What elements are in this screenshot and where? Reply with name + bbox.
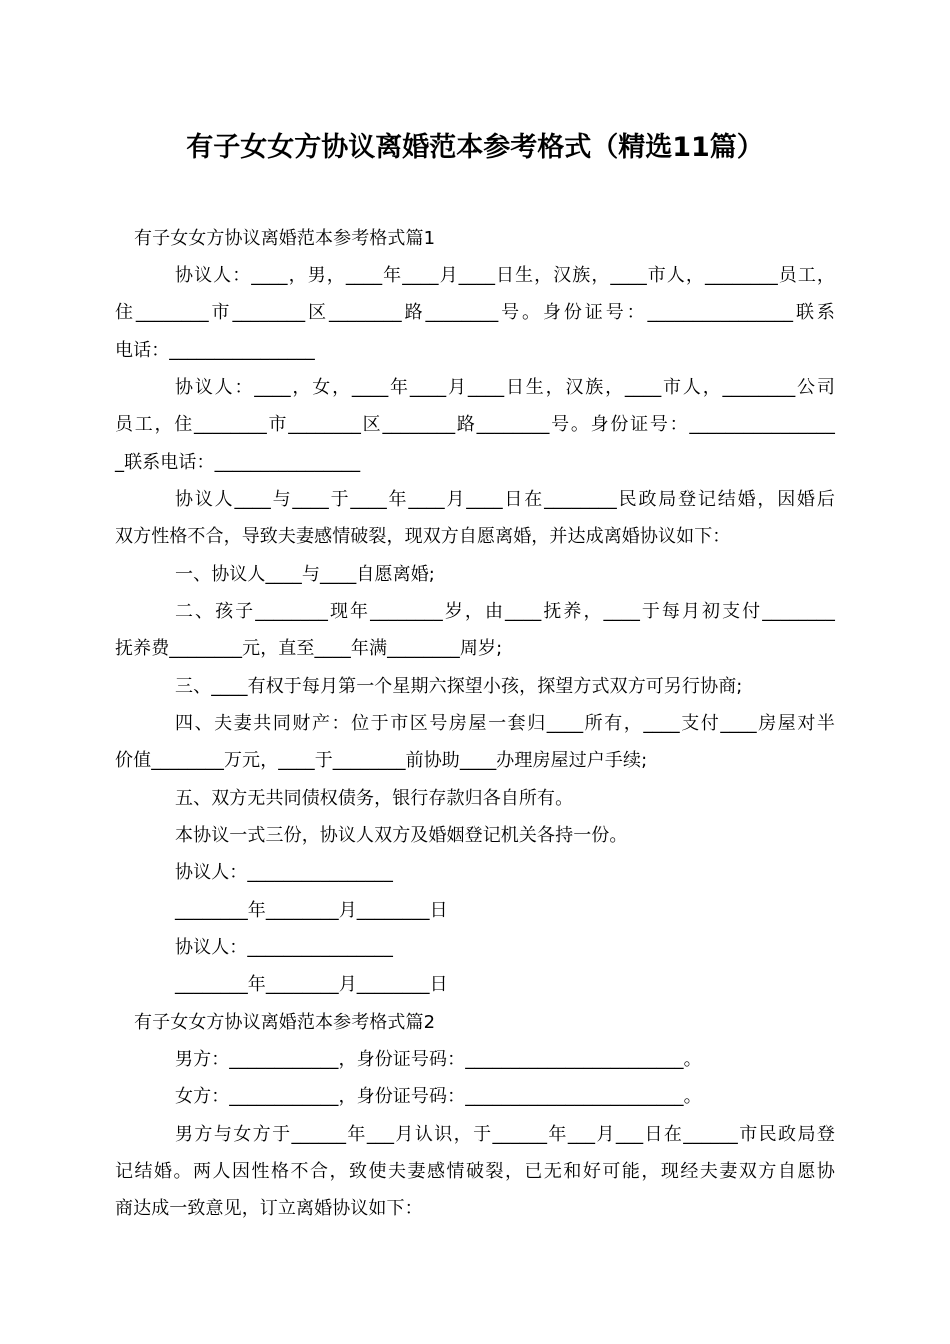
paragraph-line: 男方与女方于______年___月认识，于______年___月___日在______市民政局登 <box>175 1124 835 1145</box>
paragraph-line: 二、孩子________现年________岁，由____抚养，____于每月初支付________ <box>175 601 835 622</box>
paragraph-line: 本协议一式三份，协议人双方及婚姻登记机关各持一份。 <box>175 825 628 846</box>
signature-line: 协议人：________________ <box>175 937 393 958</box>
paragraph-line: 女方：____________，身份证号码：________________________。 <box>175 1086 702 1107</box>
date-line: ________年________月________日 <box>175 900 448 921</box>
paragraph-line: 抚养费________元，直至____年满________周岁; <box>115 638 503 659</box>
paragraph-line: 住________市________区________路________号。身份证号：________________联系 <box>115 302 835 323</box>
paragraph-line: 双方性格不合，导致夫妻感情破裂，现双方自愿离婚，并达成离婚协议如下： <box>115 526 731 547</box>
paragraph-line: 男方：____________，身份证号码：________________________。 <box>175 1049 702 1070</box>
paragraph-line: _联系电话：________________ <box>115 452 361 473</box>
paragraph-line: 协议人：____，男，____年____月____日生，汉族，____市人，________员工， <box>175 265 835 286</box>
paragraph-line: 协议人____与____于____年____月____日在________民政局登记结婚，因婚后 <box>175 489 835 510</box>
paragraph-line: 四、夫妻共同财产：位于市区号房屋一套归____所有，____支付____房屋对半 <box>175 713 835 734</box>
paragraph-line: 五、双方无共同债权债务，银行存款归各自所有。 <box>175 788 574 809</box>
section-heading-1: 有子女女方协议离婚范本参考格式篇1 <box>134 228 436 249</box>
date-line: ________年________月________日 <box>175 974 448 995</box>
paragraph-line: 一、协议人____与____自愿离婚; <box>175 564 435 585</box>
paragraph-line: 价值________万元，____于________前协助____办理房屋过户手续; <box>115 750 648 771</box>
document-title: 有子女女方协议离婚范本参考格式（精选11篇） <box>186 132 764 163</box>
paragraph-line: 电话：________________ <box>115 340 315 361</box>
section-heading-2: 有子女女方协议离婚范本参考格式篇2 <box>134 1012 436 1033</box>
paragraph-line: 三、____有权于每月第一个星期六探望小孩，探望方式双方可另行协商; <box>175 676 743 697</box>
paragraph-line: 协议人：____，女，____年____月____日生，汉族，____市人，________公司 <box>175 377 835 398</box>
paragraph-line: 员工，住________市________区________路________号。身份证号：________________ <box>115 414 835 435</box>
signature-line: 协议人：________________ <box>175 862 393 883</box>
paragraph-line: 记结婚。两人因性格不合，致使夫妻感情破裂，已无和好可能，现经夫妻双方自愿协 <box>115 1161 835 1182</box>
paragraph-line: 商达成一致意见，订立离婚协议如下： <box>115 1198 423 1219</box>
